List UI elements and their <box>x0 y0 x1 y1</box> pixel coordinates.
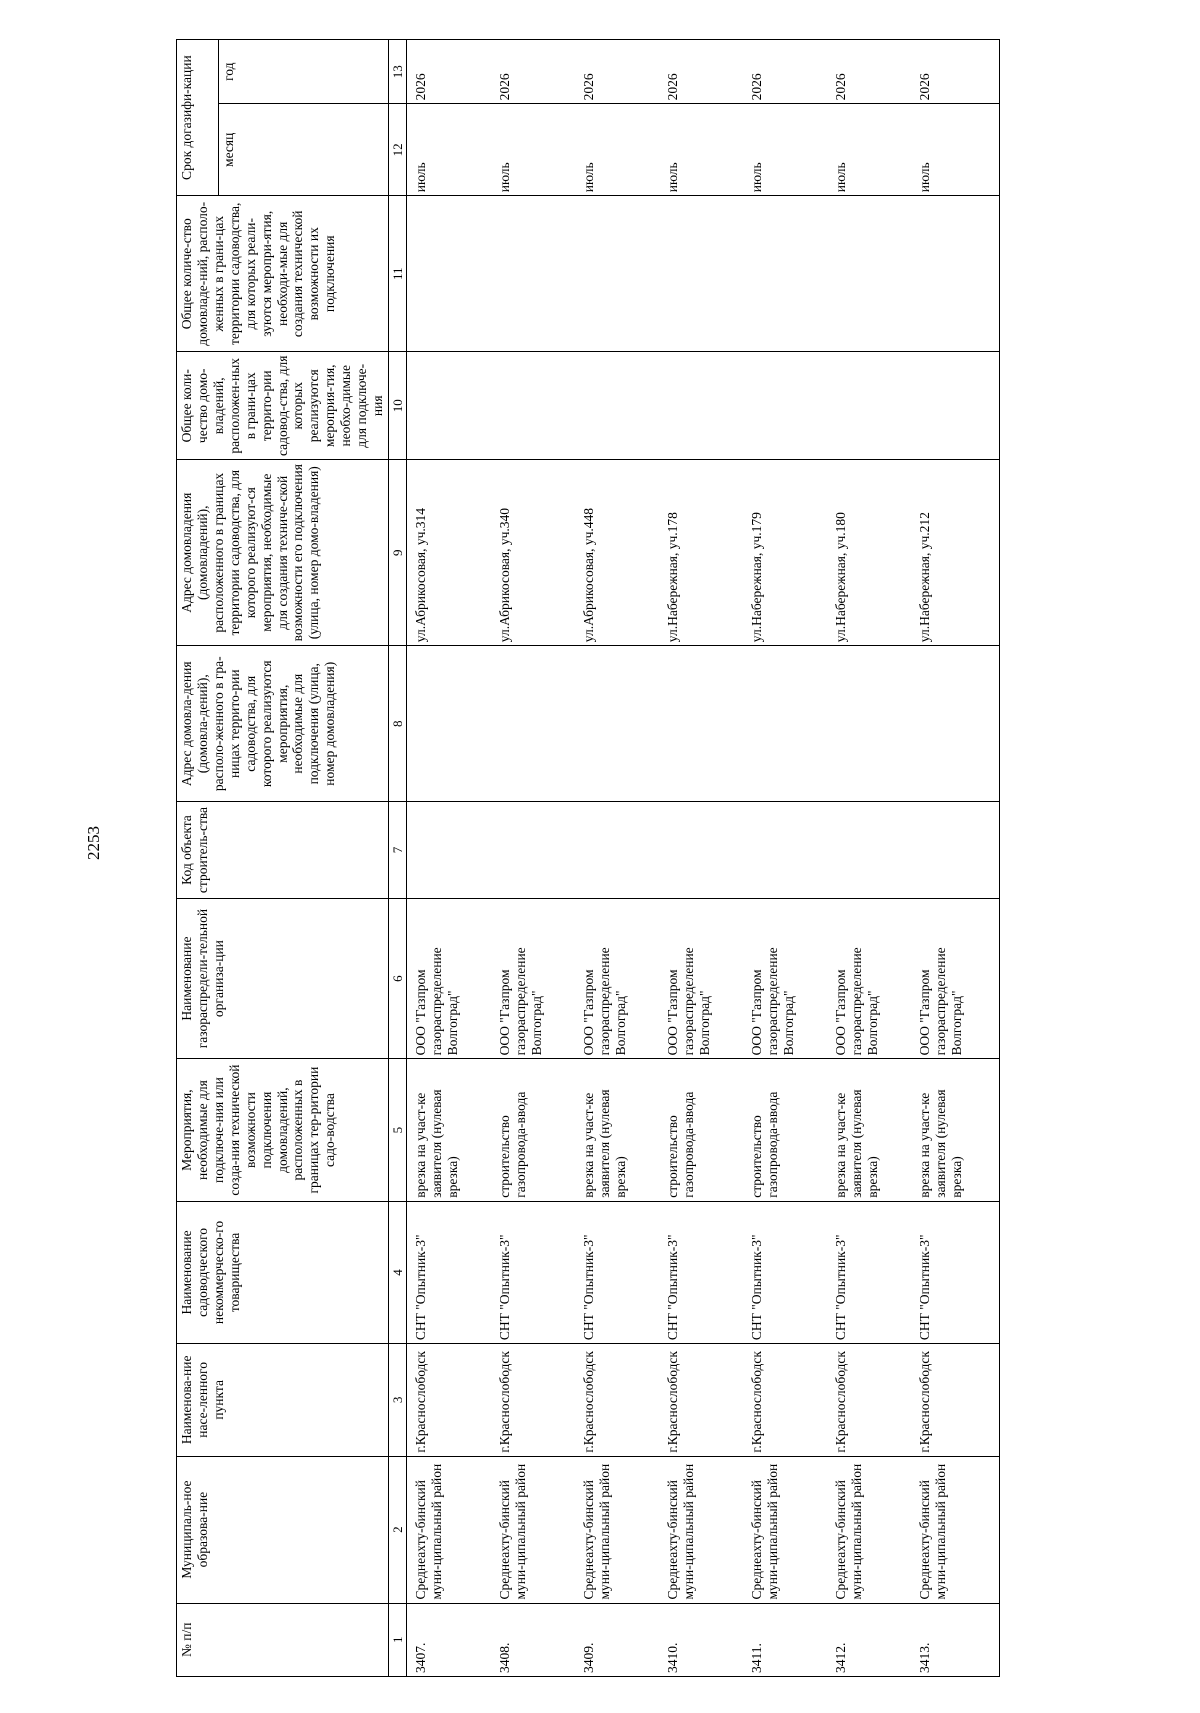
row-number: 3408. <box>495 1603 579 1676</box>
row-event: врезка на участ-ке заявителя (нулевая врезка) <box>915 1059 1000 1201</box>
row-month: июль <box>747 104 831 196</box>
col-number: 6 <box>388 898 406 1059</box>
row-snt: СНТ "Опытник-3" <box>495 1201 579 1343</box>
col-number: 10 <box>388 352 406 460</box>
header-year: год <box>219 40 389 104</box>
row-number: 3412. <box>831 1603 915 1676</box>
row-number: 3407. <box>411 1603 495 1676</box>
row-settlement: г.Краснослободск <box>495 1344 579 1456</box>
table-row <box>579 40 663 1677</box>
row-municipality: Среднеахту-бинский муни-ципальный район <box>747 1456 831 1603</box>
row-address-capacity: ул.Абрикосовая, уч.340 <box>495 460 579 646</box>
table-row <box>663 40 747 1677</box>
header-object-code: Код объекта строитель-ства <box>177 802 389 898</box>
row-address-connection <box>579 646 663 802</box>
col-number: 13 <box>388 40 406 104</box>
row-object-code <box>831 802 915 898</box>
row-event: строительство газопровода-ввода <box>747 1059 831 1201</box>
row-snt: СНТ "Опытник-3" <box>663 1201 747 1343</box>
row-number: 3411. <box>747 1603 831 1676</box>
row-municipality: Среднеахту-бинский муни-ципальный район <box>831 1456 915 1603</box>
col-number: 1 <box>388 1603 406 1676</box>
row-month: июль <box>495 104 579 196</box>
row-address-connection <box>831 646 915 802</box>
row-year: 2026 <box>579 40 663 104</box>
row-event: врезка на участ-ке заявителя (нулевая врезка) <box>831 1059 915 1201</box>
header-month: месяц <box>219 104 389 196</box>
row-number: 3413. <box>915 1603 1000 1676</box>
header-address-capacity: Адрес домовладения (домовладений), расположенного в границах территории садоводства, для которого реализуют-ся мероприятия, необходимые для создания техниче-ской возможности его подключения (улица, номер домо-владения) <box>177 460 389 646</box>
row-count-connection <box>579 352 663 460</box>
row-event: строительство газопровода-ввода <box>495 1059 579 1201</box>
col-number: 11 <box>388 196 406 352</box>
table-row <box>495 40 579 1677</box>
row-gas-org: ООО "Газпром газораспределение Волгоград" <box>915 898 1000 1059</box>
row-object-code <box>411 802 495 898</box>
header-deadline: Срок догазифи-кации <box>177 40 219 196</box>
row-object-code <box>663 802 747 898</box>
row-snt: СНТ "Опытник-3" <box>915 1201 1000 1343</box>
row-address-capacity: ул.Набережная, уч.180 <box>831 460 915 646</box>
col-number: 12 <box>388 104 406 196</box>
row-address-capacity: ул.Набережная, уч.212 <box>915 460 1000 646</box>
row-year: 2026 <box>831 40 915 104</box>
header-snt: Наименование садоводческого некоммерческо-го товарищества <box>177 1201 389 1343</box>
row-settlement: г.Краснослободск <box>411 1344 495 1456</box>
row-snt: СНТ "Опытник-3" <box>411 1201 495 1343</box>
row-month: июль <box>663 104 747 196</box>
col-number: 7 <box>388 802 406 898</box>
row-municipality: Среднеахту-бинский муни-ципальный район <box>579 1456 663 1603</box>
row-snt: СНТ "Опытник-3" <box>579 1201 663 1343</box>
row-object-code <box>915 802 1000 898</box>
row-object-code <box>495 802 579 898</box>
header-count-connection: Общее коли-чество домо-владений, расположен-ных в грани-цах террито-рии садовод-ства, для которых реализуются мероприя-тия, необхо-димые для подключе-ния <box>177 352 389 460</box>
row-settlement: г.Краснослободск <box>663 1344 747 1456</box>
row-address-connection <box>495 646 579 802</box>
row-number: 3409. <box>579 1603 663 1676</box>
row-month: июль <box>579 104 663 196</box>
row-address-capacity: ул.Абрикосовая, уч.314 <box>411 460 495 646</box>
row-count-capacity <box>747 196 831 352</box>
row-year: 2026 <box>411 40 495 104</box>
row-municipality: Среднеахту-бинский муни-ципальный район <box>663 1456 747 1603</box>
row-object-code <box>747 802 831 898</box>
row-address-connection <box>663 646 747 802</box>
table-row <box>747 40 831 1677</box>
table-row <box>831 40 915 1677</box>
row-count-connection <box>663 352 747 460</box>
col-number: 2 <box>388 1456 406 1603</box>
row-year: 2026 <box>747 40 831 104</box>
row-gas-org: ООО "Газпром газораспределение Волгоград" <box>579 898 663 1059</box>
row-month: июль <box>831 104 915 196</box>
table-row <box>915 40 1000 1677</box>
row-count-capacity <box>915 196 1000 352</box>
row-address-connection <box>915 646 1000 802</box>
col-number: 3 <box>388 1344 406 1456</box>
row-count-capacity <box>663 196 747 352</box>
row-object-code <box>579 802 663 898</box>
row-count-connection <box>747 352 831 460</box>
row-month: июль <box>915 104 1000 196</box>
row-settlement: г.Краснослободск <box>915 1344 1000 1456</box>
row-gas-org: ООО "Газпром газораспределение Волгоград" <box>663 898 747 1059</box>
row-year: 2026 <box>495 40 579 104</box>
header-number: № п/п <box>177 1603 389 1676</box>
header-events: Мероприятия, необходимые для подключе-ния или созда-ния технической возможности подключения домовладений, расположенных в границах тер-ритории садо-водства <box>177 1059 389 1201</box>
header-address-connection: Адрес домовла-дения (домовла-дений), располо-женного в гра-ницах террито-рии садоводства, для которого реализуются мероприятия, необходимые для подключения (улица, номер домовладения) <box>177 646 389 802</box>
row-count-capacity <box>495 196 579 352</box>
row-gas-org: ООО "Газпром газораспределение Волгоград" <box>411 898 495 1059</box>
row-settlement: г.Краснослободск <box>831 1344 915 1456</box>
row-count-connection <box>411 352 495 460</box>
header-municipality: Муниципаль-ное образова-ние <box>177 1456 389 1603</box>
col-number: 8 <box>388 646 406 802</box>
row-count-connection <box>831 352 915 460</box>
row-count-connection <box>915 352 1000 460</box>
row-address-capacity: ул.Абрикосовая, уч.448 <box>579 460 663 646</box>
row-address-capacity: ул.Набережная, уч.179 <box>747 460 831 646</box>
row-address-connection <box>747 646 831 802</box>
row-settlement: г.Краснослободск <box>747 1344 831 1456</box>
table-row <box>411 40 495 1677</box>
row-snt: СНТ "Опытник-3" <box>747 1201 831 1343</box>
row-snt: СНТ "Опытник-3" <box>831 1201 915 1343</box>
col-number: 4 <box>388 1201 406 1343</box>
row-count-capacity <box>579 196 663 352</box>
row-address-connection <box>411 646 495 802</box>
header-count-capacity: Общее количе-ство домовладе-ний, располо-женных в грани-цах территории садоводства, для которых реали-зуются меропри-ятия, необходи-мые для создания технической возможности их подключения <box>177 196 389 352</box>
row-municipality: Среднеахту-бинский муни-ципальный район <box>915 1456 1000 1603</box>
row-gas-org: ООО "Газпром газораспределение Волгоград" <box>831 898 915 1059</box>
row-number: 3410. <box>663 1603 747 1676</box>
row-count-capacity <box>411 196 495 352</box>
row-event: врезка на участ-ке заявителя (нулевая врезка) <box>579 1059 663 1201</box>
row-year: 2026 <box>915 40 1000 104</box>
col-number: 9 <box>388 460 406 646</box>
row-month: июль <box>411 104 495 196</box>
row-count-connection <box>495 352 579 460</box>
row-gas-org: ООО "Газпром газораспределение Волгоград" <box>747 898 831 1059</box>
page-number: 2253 <box>84 826 103 860</box>
row-year: 2026 <box>663 40 747 104</box>
col-number: 5 <box>388 1059 406 1201</box>
row-address-capacity: ул.Набережная, уч.178 <box>663 460 747 646</box>
row-gas-org: ООО "Газпром газораспределение Волгоград" <box>495 898 579 1059</box>
header-settlement: Наименова-ние насе-ленного пункта <box>177 1344 389 1456</box>
header-gas-org: Наименование газораспредели-тельной организа-ции <box>177 898 389 1059</box>
row-count-capacity <box>831 196 915 352</box>
row-settlement: г.Краснослободск <box>579 1344 663 1456</box>
gasification-table <box>176 39 1000 1677</box>
row-event: врезка на участ-ке заявителя (нулевая врезка) <box>411 1059 495 1201</box>
row-event: строительство газопровода-ввода <box>663 1059 747 1201</box>
row-municipality: Среднеахту-бинский муни-ципальный район <box>495 1456 579 1603</box>
row-municipality: Среднеахту-бинский муни-ципальный район <box>411 1456 495 1603</box>
